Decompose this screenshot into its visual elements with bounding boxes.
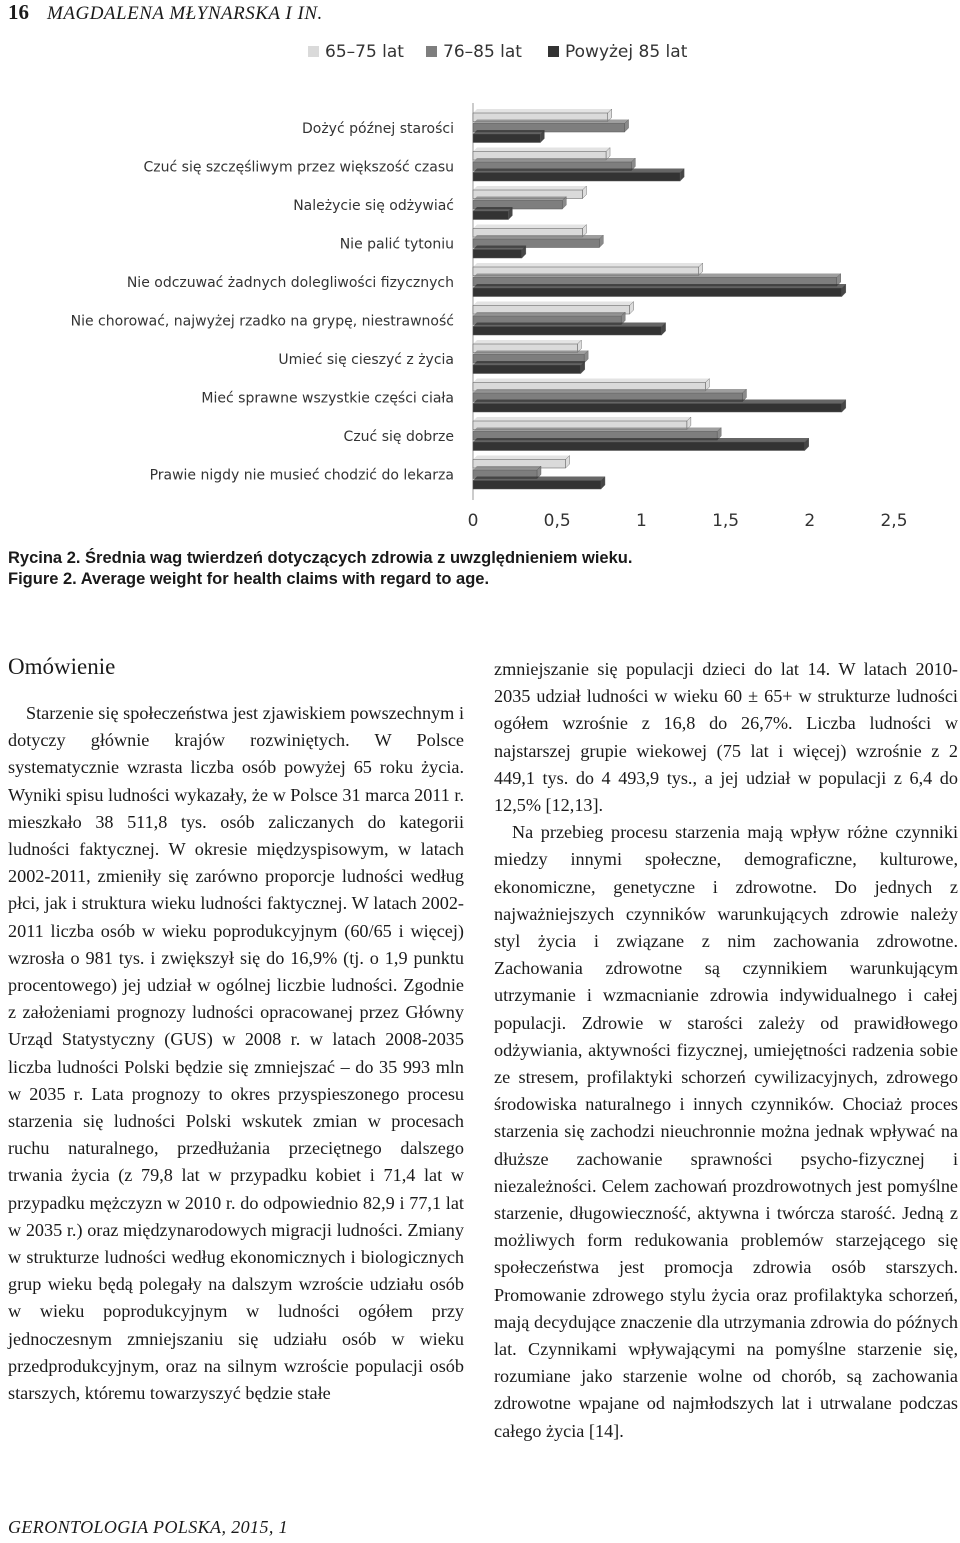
bar-2-8 (473, 442, 805, 451)
category-label: Nie odczuwać żadnych dolegliwości fizycznych (126, 275, 454, 291)
running-head-authors: MAGDALENA MŁYNARSKA I IN. (47, 3, 323, 24)
legend-label: 65–75 lat (325, 42, 404, 62)
bar-2-6 (473, 365, 581, 374)
bar-2-2 (473, 211, 508, 220)
bar-top-face (473, 225, 586, 229)
body-paragraph: zmniejszanie się populacji dzieci do lat 14. W latach 2010-2035 udział ludności w wieku 60 ± 65+ w strukturze ludności ogółem wzrośnie z 16,8 do 26,7%. Liczba ludności w najstarszej grupie wiekowej (75 lat i więcej) wzrośnie z 2 449,1 tys. do 4 493,9 tys., a jej udział w populacji z 6,4 do 12,5% [12,13]. (494, 659, 958, 816)
category-label: Mieć sprawne wszystkie części ciała (201, 390, 454, 407)
category-label: Czuć się szczęśliwym przez większość czasu (143, 159, 454, 176)
footer-journal: GERONTOLOGIA POLSKA, 2015, 1 (8, 1517, 289, 1537)
x-tick-label: 1,5 (712, 511, 740, 530)
category-label: Dożyć późnej starości (301, 121, 454, 137)
bar-2-4 (473, 288, 842, 297)
bar-top-face (473, 428, 721, 432)
right-column (494, 656, 958, 1445)
legend-label: Powyżej 85 lat (565, 42, 688, 62)
bar-top-face (473, 246, 526, 250)
bar-top-face (473, 351, 588, 355)
bar-top-face (473, 186, 586, 190)
category-label: Czuć się dobrze (343, 429, 454, 445)
bar-top-face (473, 466, 541, 470)
legend-swatch (308, 46, 319, 57)
x-tick-label: 1 (635, 511, 647, 530)
body-paragraph: Na przebieg procesu starzenia mają wpływ różne czynniki miedzy innymi społeczne, demograficzne, kulturowe, ekonomiczne, genetyczne i zdrowotne. Do jednych z najważniejszych czynników warunkujących zdrowie należy styl życia i związane z nim zachowania zdrowotne. Zachowania zdrowotne są czynnikiem warunkującym utrzymanie i wzmacnianie zdrowia indywidualnego i całej populacji. Zdrowie w starości zależy od prawidłowego odżywiania, aktywności fizycznej, umiejętności radzenia sobie ze stresem, profilaktyki schorzeń cywilizacyjnych, zdrowego środowiska naturalnego i innych czynników. Chociaż proces starzenia się zachodzi nieuchronnie można jednak wpływać na dłuższe zachowanie sprawności psycho-fizycznej i niezależności. Celem zachowań prozdrowotnych jest pomyślne starzenie, długowieczność, aktywna i twórcza starość. Jedną z możliwych form redukowania problemów starzejącego się społeczeństwa jest promocja zdrowia osób starszych. Promowanie zdrowego stylu życia oraz profilaktyka schorzeń, mają decydujące znaczenie dla utrzymania zdrowia do późnych lat. Czynnikami wpływającymi na pomyślne starzenie się, rozumiane jako starzenie wolne od chorób, są zachowania zdrowotne wpajane od najmłodszych lat i utrwalane podczas całego życia [14]. (494, 822, 958, 1441)
bar-top-face (473, 197, 566, 201)
bar-2-5 (473, 327, 662, 336)
bar-top-face (473, 389, 746, 393)
body-paragraph: Starzenie się społeczeństwa jest zjawiskiem powszechnym i dotyczy głównie krajów rozwiniętych. W Polsce systematycznie wzrasta liczba osób powyżej 65 roku życia. Wyniki spisu ludności wykazały, że w Polsce 31 marca 2011 r. mieszkało 38 511,8 tys. osób zaliczanych do kategorii ludności faktycznej. W okresie międzyspisowym, w latach 2002-2011, zmieniły się zarówno proporcje ludności według płci, jak i struktura wieku ludności faktycznej. W latach 2002-2011 liczba osób w wieku poprodukcyjnym (60/65 i więcej) wzrosła o 981 tys. i zwiększył się do 16,9% (tj. o 1,9 punktu procentowego) jej udział w ogólnej liczbie ludności. Zgodnie z założeniami prognozy ludności opracowanej przez Główny Urząd Statystyczny (GUS) w 2008 r. w latach 2008-2035 liczba ludności Polski będzie się zmniejszać – do 35 993 mln w 2035 r. Lata prognozy to okres przyspieszonego procesu starzenia się ludności Polski wskutek zmian w procesach ruchu naturalnego, przedłużania przeciętnego dalszego trwania życia (z 79,8 lat w przypadku kobiet i 71,4 lat w przypadku mężczyzn w 2010 r. do odpowiednio 82,9 i 77,1 lat w 2035 r.) oraz międzynarodowych migracji ludności. Zmiany w strukturze ludności według ekonomicznych i biologicznych grup wieku będą polegały na dalszym wzroście udziału osób w wieku poprodukcyjnym w ludności ogółem przy jednoczesnym zmniejszaniu się udziału osób w wieku przedprodukcyjnym, oraz na silnym wzroście populacji osób starszych, któremu towarzyszyć będzie stałe (8, 703, 464, 1404)
figure-caption (8, 548, 632, 590)
x-tick-label: 2,5 (880, 511, 908, 530)
category-label: Nie palić tytoniu (339, 236, 454, 253)
bar-top-face (473, 169, 684, 173)
x-tick-label: 2 (804, 511, 816, 530)
page-header (8, 0, 323, 28)
caption-polish: Rycina 2. Średnia wag twierdzeń dotyczących zdrowia z uwzględnieniem wieku. (8, 549, 633, 567)
bar-top-face (473, 312, 625, 316)
legend-swatch (426, 46, 437, 57)
bar-top-face (473, 302, 634, 306)
bar-2-3 (473, 250, 522, 259)
bar-2-9 (473, 481, 601, 490)
bar-top-face (473, 120, 629, 124)
legend-swatch (548, 46, 559, 57)
caption-english: Figure 2. Average weight for health claims with regard to age. (8, 570, 490, 588)
bar-top-face (473, 477, 605, 481)
bar-top-face (473, 263, 703, 267)
category-label: Nie chorować, najwyżej rzadko na grypę, niestrawność (70, 313, 454, 330)
bar-top-face (473, 379, 709, 383)
x-tick-label: 0 (467, 511, 479, 530)
bar-top-face (473, 207, 512, 211)
bar-2-1 (473, 173, 680, 182)
bar-top-face (473, 400, 846, 404)
bar-top-face (473, 130, 544, 134)
bar-top-face (473, 235, 603, 239)
x-tick-label: 0,5 (543, 511, 571, 530)
bar-chart (0, 30, 960, 530)
bar-top-face (473, 109, 612, 113)
section-title: Omówienie (8, 654, 116, 679)
bar-2-7 (473, 404, 842, 413)
category-label: Należycie się odżywiać (293, 198, 454, 214)
bar-2-0 (473, 134, 540, 143)
page-number: 16 (8, 0, 29, 24)
bar-top-face (473, 456, 570, 460)
bar-top-face (473, 438, 809, 442)
category-label: Umieć się cieszyć z życia (278, 352, 454, 368)
bar-top-face (473, 284, 846, 288)
bar-top-face (473, 361, 585, 365)
category-label: Prawie nigdy nie musieć chodzić do lekarza (149, 467, 454, 484)
bar-top-face (473, 148, 610, 152)
left-column (8, 652, 464, 1407)
bar-top-face (473, 417, 691, 421)
legend-label: 76–85 lat (443, 42, 522, 62)
bar-top-face (473, 340, 581, 344)
bar-top-face (473, 323, 666, 327)
bar-top-face (473, 158, 635, 162)
bar-top-face (473, 274, 841, 278)
